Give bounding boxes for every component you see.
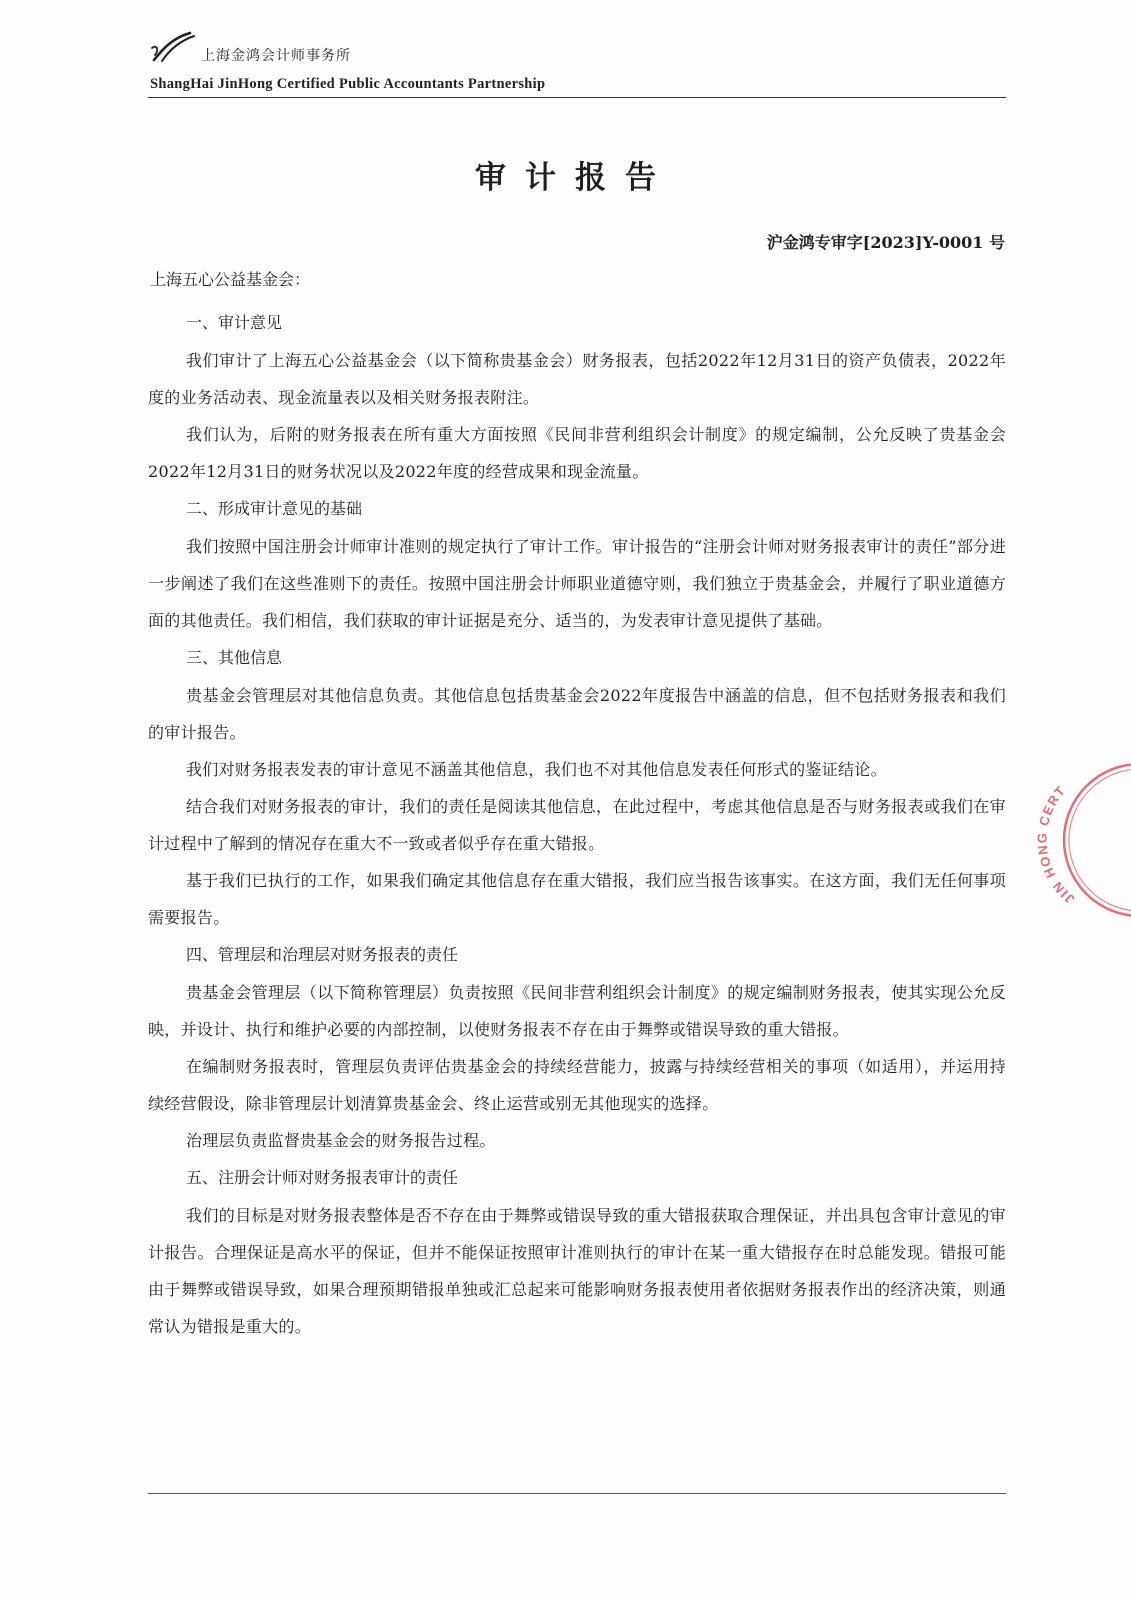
- report-body: [148, 304, 1006, 1345]
- official-seal-stamp: [1034, 760, 1131, 920]
- section-heading: 一、审计意见: [186, 313, 283, 332]
- paragraph: 我们的目标是对财务报表整体是否不存在由于舞弊或错误导致的重大错报获取合理保证，并出具包含审计意见的审计报告。合理保证是高水平的保证，但并不能保证按照审计准则执行的审计在某一重大错报存在时总能发现。错报可能由于舞弊或错误导致，如果合理预期错报单独或汇总起来可能影响财务报表使用者依据财务报表作出的经济决策，则通常认为错报是重大的。: [148, 1206, 1006, 1336]
- paragraph: 治理层负责监督贵基金会的财务报告过程。: [186, 1131, 496, 1150]
- addressee: 上海五心公益基金会：: [150, 270, 311, 289]
- paragraph: 贵基金会管理层对其他信息负责。其他信息包括贵基金会2022年度报告中涵盖的信息，但不包括财务报表和我们的审计报告。: [148, 686, 1006, 742]
- paragraph: 我们审计了上海五心公益基金会（以下简称贵基金会）财务报表，包括2022年12月31日的资产负债表，2022年度的业务活动表、现金流量表以及相关财务报表附注。: [148, 351, 1006, 407]
- paragraph: 在编制财务报表时，管理层负责评估贵基金会的持续经营能力，披露与持续经营相关的事项（如适用），并运用持续经营假设，除非管理层计划清算贵基金会、终止运营或别无其他现实的选择。: [148, 1057, 1006, 1113]
- firm-name-en: ShangHai JinHong Certified Public Accountants Partnership: [150, 76, 546, 92]
- paragraph: 我们对财务报表发表的审计意见不涵盖其他信息，我们也不对其他信息发表任何形式的鉴证结论。: [186, 760, 887, 779]
- firm-name-cn: 上海金鸿会计师事务所: [201, 48, 351, 64]
- section-heading: 二、形成审计意见的基础: [186, 499, 363, 518]
- paragraph: 基于我们已执行的工作，如果我们确定其他信息存在重大错报，我们应当报告该事实。在这方面，我们无任何事项需要报告。: [148, 871, 1006, 927]
- paragraph: 我们认为，后附的财务报表在所有重大方面按照《民间非营利组织会计制度》的规定编制，公允反映了贵基金会2022年12月31日的财务状况以及2022年度的经营成果和现金流量。: [148, 425, 1006, 481]
- paragraph: 结合我们对财务报表的审计，我们的责任是阅读其他信息，在此过程中，考虑其他信息是否与财务报表或我们在审计过程中了解到的情况存在重大不一致或者似乎存在重大错报。: [148, 797, 1006, 853]
- svg-text:JIN HONG CERT: [1034, 783, 1077, 907]
- paragraph: 我们按照中国注册会计师审计准则的规定执行了审计工作。审计报告的“注册会计师对财务报表审计的责任”部分进一步阐述了我们在这些准则下的责任。按照中国注册会计师职业道德守则，我们独立于贵基金会，并履行了职业道德方面的其他责任。我们相信，我们获取的审计证据是充分、适当的，为发表审计意见提供了基础。: [148, 537, 1006, 630]
- reference-number: 沪金鸿专审字[2023]Y-0001 号: [766, 233, 1005, 252]
- section-heading: 三、其他信息: [186, 648, 283, 667]
- paragraph: 贵基金会管理层（以下简称管理层）负责按照《民间非营利组织会计制度》的规定编制财务报表，使其实现公允反映，并设计、执行和维护必要的内部控制，以使财务报表不存在由于舞弊或错误导致的重大错报。: [148, 983, 1006, 1039]
- footer-divider: [148, 1493, 1006, 1494]
- section-heading: 五、注册会计师对财务报表审计的责任: [186, 1168, 459, 1187]
- firm-logo: [150, 30, 196, 64]
- report-title: 审计报告: [475, 160, 675, 196]
- seal-text: JIN HONG CERT: [1034, 782, 1078, 907]
- header-divider: [148, 97, 1006, 98]
- section-heading: 四、管理层和治理层对财务报表的责任: [186, 945, 459, 964]
